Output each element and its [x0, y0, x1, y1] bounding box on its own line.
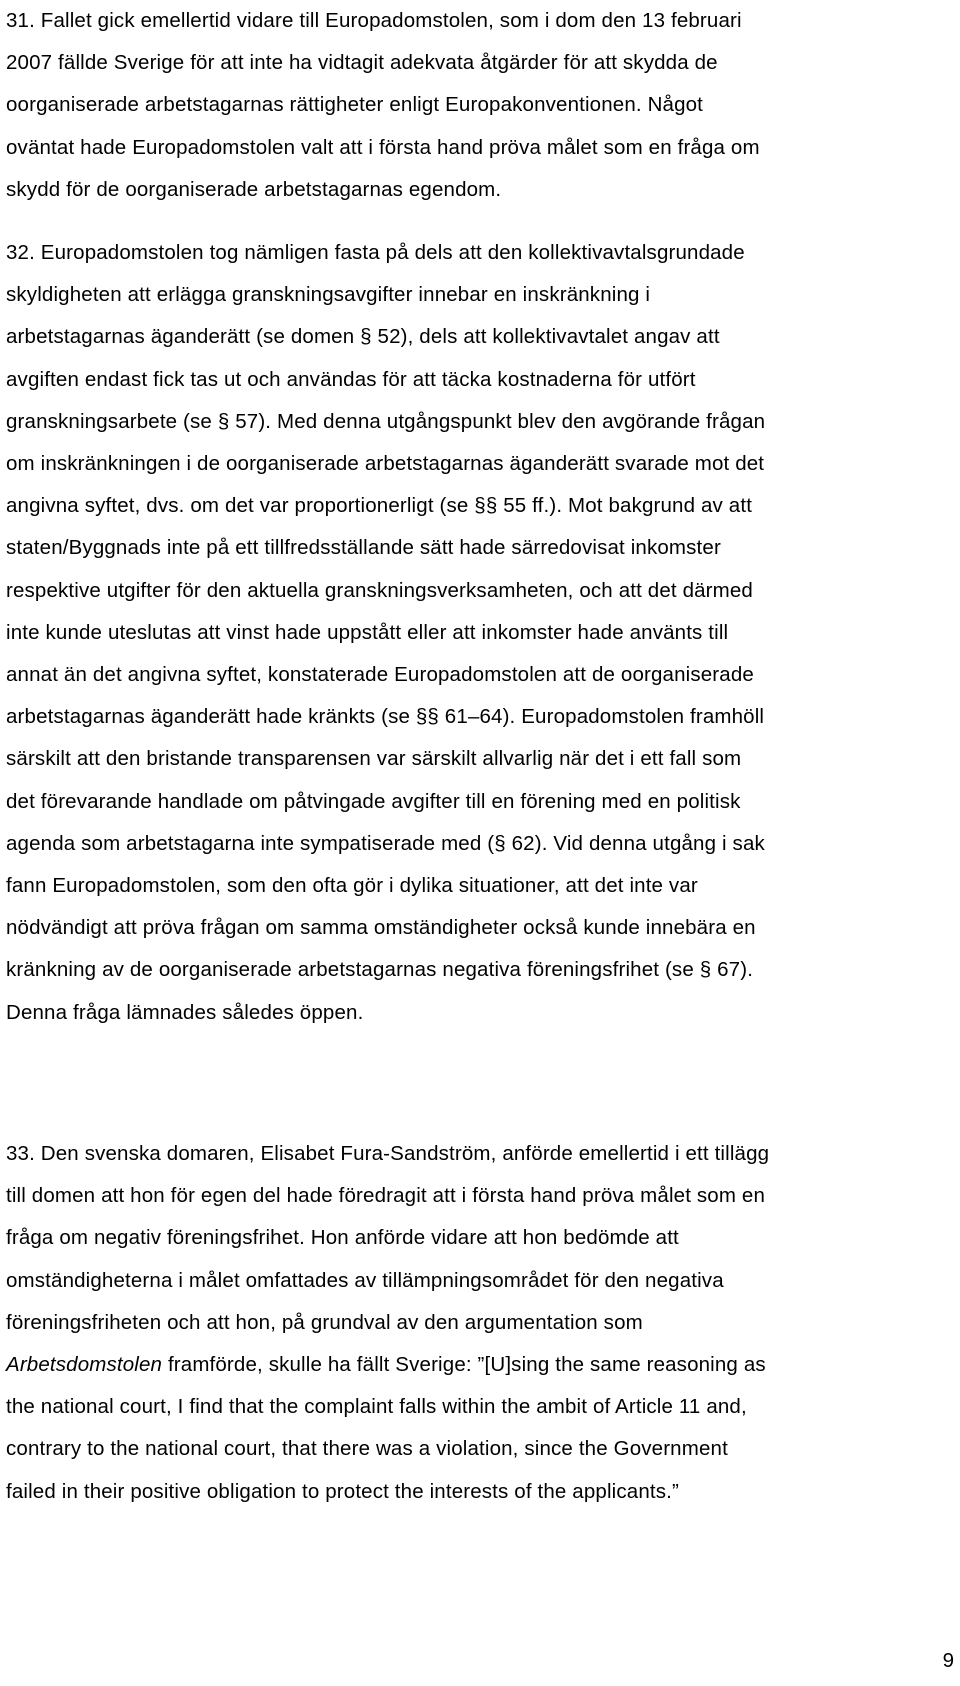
- text-line: fann Europadomstolen, som den ofta gör i dylika situationer, att det inte var: [6, 874, 698, 898]
- text-line: om inskränkningen i de oorganiserade arbetstagarnas äganderätt svarade mot det: [6, 452, 765, 476]
- text-line: omständigheterna i målet omfattades av tillämpningsområdet för den negativa: [6, 1268, 724, 1292]
- text-line: 33. Den svenska domaren, Elisabet Fura-Sandström, anförde emellertid i ett tillägg: [6, 1142, 770, 1165]
- text-line: 31. Fallet gick emellertid vidare till Europadomstolen, som i dom den 13 februari: [6, 9, 742, 32]
- text-line: nödvändigt att pröva frågan om samma omständigheter också kunde innebära en: [6, 916, 756, 940]
- text-line: kränkning av de oorganiserade arbetstagarnas negativa föreningsfrihet (se § 67).: [6, 958, 754, 982]
- text-line: skyldigheten att erlägga granskningsavgifter innebar en inskränkning i: [6, 283, 651, 307]
- text-line: avgiften endast fick tas ut och användas för att täcka kostnaderna för utfört: [6, 367, 696, 391]
- text-line: arbetstagarnas äganderätt hade kränkts (se §§ 61–64). Europadomstolen framhöll: [6, 705, 765, 729]
- text-line: failed in their positive obligation to protect the interests of the applicants.”: [6, 1479, 679, 1503]
- text-fragment: framförde, skulle ha fällt Sverige: ”[U]sing the same reasoning as: [162, 1353, 766, 1377]
- text-line: arbetstagarnas äganderätt (se domen § 52), dels att kollektivavtalet angav att: [6, 325, 720, 349]
- text-line: till domen att hon för egen del hade föredragit att i första hand pröva målet som en: [6, 1184, 766, 1208]
- paragraph-32: [6, 232, 765, 1034]
- text-line: Denna fråga lämnades således öppen.: [6, 1000, 364, 1024]
- text-line: the national court, I find that the complaint falls within the ambit of Article 11 and,: [6, 1395, 747, 1419]
- text-line: staten/Byggnads inte på ett tillfredsställande sätt hade särredovisat inkomster: [6, 536, 721, 560]
- text-line: contrary to the national court, that there was a violation, since the Government: [6, 1437, 728, 1461]
- text-line: annat än det angivna syftet, konstaterade Europadomstolen att de oorganiserade: [6, 663, 754, 687]
- text-line: angivna syftet, dvs. om det var proportionerligt (se §§ 55 ff.). Mot bakgrund av att: [6, 494, 753, 518]
- text-line: föreningsfriheten och att hon, på grundval av den argumentation som: [6, 1310, 643, 1334]
- text-line: oväntat hade Europadomstolen valt att i första hand pröva målet som en fråga om: [6, 135, 760, 159]
- page-number: 9: [942, 1649, 954, 1672]
- text-line: agenda som arbetstagarna inte sympatiserade med (§ 62). Vid denna utgång i sak: [6, 831, 765, 855]
- text-line: 2007 fällde Sverige för att inte ha vidtagit adekvata åtgärder för att skydda de: [6, 51, 718, 75]
- text-line: fråga om negativ föreningsfrihet. Hon anförde vidare att hon bedömde att: [6, 1226, 679, 1250]
- text-line-with-italic: [6, 1344, 769, 1386]
- paragraph-31: [6, 0, 760, 211]
- text-line: inte kunde uteslutas att vinst hade uppstått eller att inkomster hade använts till: [6, 620, 729, 644]
- text-line: oorganiserade arbetstagarnas rättigheter enligt Europakonventionen. Något: [6, 93, 704, 117]
- text-line: särskilt att den bristande transparensen var särskilt allvarlig när det i ett fall som: [6, 747, 742, 771]
- paragraph-33: [6, 1133, 769, 1513]
- italic-court-name: Arbetsdomstolen: [6, 1353, 163, 1377]
- text-line: 32. Europadomstolen tog nämligen fasta på dels att den kollektivavtalsgrundade: [6, 241, 745, 264]
- text-line: det förevarande handlade om påtvingade avgifter till en förening med en politisk: [6, 789, 741, 813]
- text-line: respektive utgifter för den aktuella granskningsverksamheten, och att det därmed: [6, 578, 753, 602]
- text-line: skydd för de oorganiserade arbetstagarnas egendom.: [6, 177, 502, 201]
- text-line: granskningsarbete (se § 57). Med denna utgångspunkt blev den avgörande frågan: [6, 409, 766, 433]
